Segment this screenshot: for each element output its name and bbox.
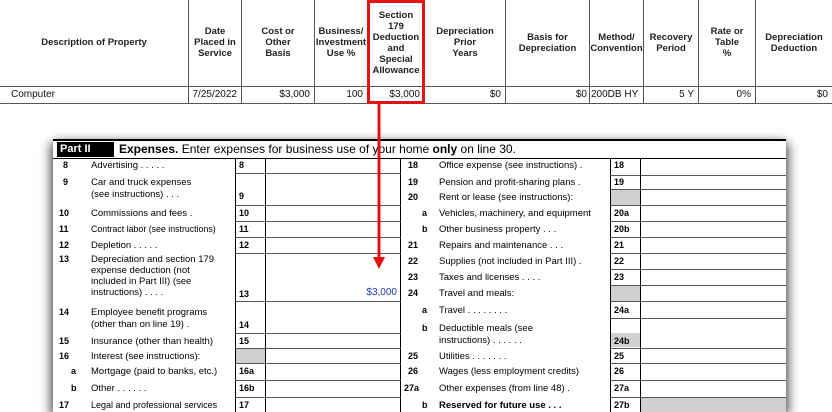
row-date-placed: 7/25/2022 (192, 89, 237, 100)
line-9-label2: (see instructions) . . . (91, 189, 180, 200)
line-25-label: Utilities . . . . . . . (439, 351, 507, 362)
line-22-box: 22 (610, 256, 640, 266)
part-label: Part II (57, 142, 114, 157)
line-23-num: 23 (408, 272, 419, 282)
line-24b-num: b (422, 323, 428, 333)
line-16b-box: 16b (235, 383, 265, 393)
row-business-use: 100 (346, 89, 363, 100)
line-27b-box: 27b (610, 400, 640, 410)
line-21-box: 21 (610, 240, 640, 250)
line-17-label: Legal and professional services (91, 400, 218, 410)
line-26-box: 26 (610, 366, 640, 376)
line-15-num: 15 (59, 336, 70, 346)
row-cost: $3,000 (279, 89, 310, 100)
line-13-value: $3,000 (366, 287, 397, 298)
line-21-label: Repairs and maintenance . . . (439, 240, 564, 251)
line-24a-label: Travel . . . . . . . . (439, 305, 508, 316)
line-16a-box: 16a (235, 366, 265, 376)
line-20b-label: Other business property . . . (439, 224, 557, 235)
line-16-label: Interest (see instructions): (91, 351, 201, 362)
line-13-num: 13 (59, 254, 70, 264)
header-rate: Rate or Table % (710, 26, 744, 59)
line-24b-box: 24b (610, 336, 640, 346)
line-16b-num: b (71, 383, 77, 393)
line-27a-label: Other expenses (from line 48) . (439, 383, 570, 394)
line-17-num: 17 (59, 400, 70, 410)
line-13-box: 13 (235, 289, 265, 299)
line-14-box: 14 (235, 320, 265, 330)
line-18-label: Office expense (see instructions) . (439, 160, 583, 171)
line-14-label2: (other than on line 19) . (91, 319, 190, 330)
row-basis: $0 (575, 89, 587, 100)
line-27a-num: 27a (404, 383, 420, 393)
row-recovery: 5 Y (679, 89, 694, 100)
line-20a-label: Vehicles, machinery, and equipment (439, 208, 591, 219)
line-21-num: 21 (408, 240, 419, 250)
line-15-box: 15 (235, 336, 265, 346)
line-9-num: 9 (63, 177, 69, 187)
line-24a-box: 24a (610, 305, 640, 315)
line-27a-box: 27a (610, 383, 640, 393)
line-16a-label: Mortgage (paid to banks, etc.) (91, 366, 218, 377)
line-24a-num: a (422, 305, 428, 315)
line-12-box: 12 (235, 240, 265, 250)
line-25-box: 25 (610, 351, 640, 361)
line-9-label: Car and truck expenses (91, 177, 192, 188)
row-rate: 0% (736, 89, 751, 100)
line-17-box: 17 (235, 400, 265, 410)
line-22-label: Supplies (not included in Part III) . (439, 256, 582, 267)
line-16-num: 16 (59, 351, 70, 361)
header-deduction: Depreciation Deduction (765, 31, 823, 54)
line-14-num: 14 (59, 307, 70, 317)
header-method: Method/ Convention (590, 31, 643, 54)
row-description: Computer (11, 89, 55, 100)
line-20a-num: a (422, 208, 428, 218)
line-24-label: Travel and meals: (439, 288, 515, 299)
line-18-box: 18 (610, 160, 640, 170)
line-13-label4: instructions) . . . . (91, 287, 164, 298)
line-13-label: Depreciation and section 179 (91, 254, 215, 265)
line-27b-num: b (422, 400, 428, 410)
line-20b-box: 20b (610, 224, 640, 234)
line-13-label2: expense deduction (not (91, 265, 190, 276)
line-23-box: 23 (610, 272, 640, 282)
line-8-label: Advertising . . . . . (91, 160, 165, 171)
header-cost: Cost or Other Basis (261, 26, 295, 59)
line-18-num: 18 (408, 160, 419, 170)
line-20b-num: b (422, 224, 428, 234)
header-basis: Basis for Depreciation (518, 31, 577, 54)
line-26-label: Wages (less employment credits) (439, 366, 580, 377)
line-11-label: Contract labor (see instructions) (91, 224, 216, 234)
line-24b-label: Deductible meals (see (439, 323, 533, 334)
line-8-box: 8 (235, 160, 265, 170)
line-19-num: 19 (408, 177, 419, 187)
line-25-num: 25 (408, 351, 419, 361)
line-19-label: Pension and profit-sharing plans . (439, 177, 581, 188)
line-15-label: Insurance (other than health) (91, 336, 213, 347)
line-13-label3: included in Part III) (see (91, 276, 192, 287)
line-12-num: 12 (59, 240, 70, 250)
line-24-num: 24 (408, 288, 419, 298)
line-23-label: Taxes and licenses . . . . (439, 272, 541, 283)
row-deduction: $0 (816, 89, 828, 100)
header-recovery: Recovery Period (649, 31, 693, 54)
row-section179: $3,000 (389, 89, 420, 100)
line-14-label: Employee benefit programs (91, 307, 208, 318)
line-11-num: 11 (59, 224, 69, 234)
row-prior-depreciation: $0 (489, 89, 501, 100)
line-12-label: Depletion . . . . . (91, 240, 158, 251)
line-22-num: 22 (408, 256, 419, 266)
line-10-box: 10 (235, 208, 265, 218)
row-method: 200DB HY (591, 89, 639, 100)
line-10-num: 10 (59, 208, 70, 218)
line-11-box: 11 (235, 224, 265, 234)
line-19-box: 19 (610, 177, 640, 187)
line-27b-label: Reserved for future use . . . (439, 400, 562, 411)
header-description: Description of Property (41, 37, 147, 48)
header-date-placed: Date Placed in Service (194, 26, 236, 59)
line-8-num: 8 (63, 160, 69, 170)
line-20a-box: 20a (610, 208, 640, 218)
line-16b-label: Other . . . . . . (91, 383, 147, 394)
line-10-label: Commissions and fees . (91, 208, 193, 219)
line-16a-num: a (71, 366, 77, 376)
header-prior-depreciation: Depreciation Prior Years (436, 26, 494, 59)
header-section179: Section 179 Deduction and Special Allowance (372, 9, 420, 76)
line-20-label: Rent or lease (see instructions): (439, 192, 574, 203)
line-9-box: 9 (235, 191, 265, 201)
line-20-num: 20 (408, 192, 419, 202)
header-business-use: Business/ Investment Use % (315, 26, 367, 59)
part-title: Expenses. Enter expenses for business use of your home only on line 30. (119, 142, 516, 156)
line-24b-label2: instructions) . . . . . . (439, 335, 522, 346)
line-26-num: 26 (408, 366, 419, 376)
